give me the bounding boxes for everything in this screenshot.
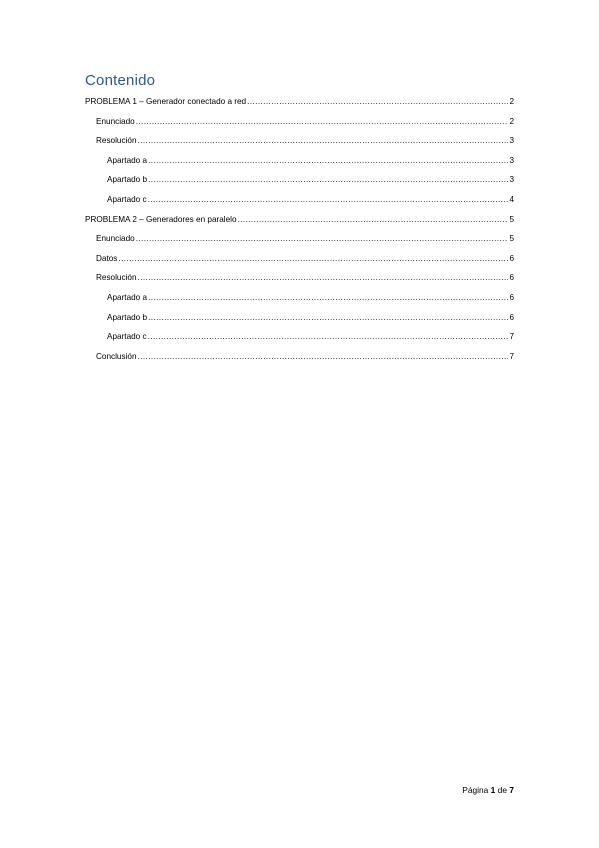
toc-entry-label[interactable]: Conclusión <box>96 351 137 361</box>
toc-dot-leader <box>148 151 508 171</box>
toc-entry[interactable] <box>85 92 514 112</box>
toc-entry-label[interactable]: Resolución <box>96 273 137 283</box>
toc-entry[interactable] <box>85 288 514 308</box>
toc-dot-leader <box>247 92 508 112</box>
toc-entry-page-number[interactable]: 4 <box>509 194 514 204</box>
page-footer <box>462 785 514 795</box>
toc-entry-page-number[interactable]: 6 <box>509 253 514 263</box>
toc-entry-page-number[interactable]: 6 <box>509 312 514 322</box>
table-of-contents <box>85 92 514 366</box>
toc-entry-page-number[interactable]: 7 <box>509 332 514 342</box>
toc-entry-page-number[interactable]: 2 <box>509 116 514 126</box>
toc-dot-leader <box>148 308 508 328</box>
toc-dot-leader <box>138 131 509 151</box>
toc-entry-page-number[interactable]: 3 <box>509 136 514 146</box>
toc-dot-leader <box>118 249 508 269</box>
toc-dot-leader <box>148 327 509 347</box>
footer-prefix: Página <box>462 785 489 795</box>
toc-entry-page-number[interactable]: 3 <box>509 155 514 165</box>
toc-dot-leader <box>148 288 508 308</box>
toc-entry-label[interactable]: PROBLEMA 1 – Generador conectado a red <box>85 97 247 106</box>
toc-dot-leader <box>138 347 509 367</box>
toc-entry[interactable] <box>85 112 514 132</box>
toc-dot-leader <box>238 210 509 230</box>
toc-entry-page-number[interactable]: 2 <box>509 97 514 106</box>
toc-entry-page-number[interactable]: 5 <box>509 214 514 224</box>
toc-entry[interactable] <box>85 170 514 190</box>
toc-dot-leader <box>148 170 508 190</box>
toc-entry[interactable] <box>85 327 514 347</box>
toc-entry-page-number[interactable]: 5 <box>509 234 514 244</box>
toc-entry[interactable] <box>85 268 514 288</box>
footer-total-pages: 7 <box>509 785 514 795</box>
toc-entry[interactable] <box>85 210 514 230</box>
toc-title: Contenido <box>85 72 156 89</box>
toc-entry-label[interactable]: Apartado b <box>107 175 148 185</box>
toc-entry[interactable] <box>85 308 514 328</box>
toc-entry-label[interactable]: Apartado c <box>107 194 147 204</box>
toc-dot-leader <box>148 190 509 210</box>
toc-entry-label[interactable]: Apartado a <box>107 292 148 302</box>
toc-entry-label[interactable]: PROBLEMA 2 – Generadores en paralelo <box>85 214 237 224</box>
toc-entry[interactable] <box>85 347 514 367</box>
toc-entry-label[interactable]: Apartado b <box>107 312 148 322</box>
toc-entry[interactable] <box>85 151 514 171</box>
toc-entry-label[interactable]: Apartado c <box>107 332 147 342</box>
toc-entry-label[interactable]: Enunciado <box>96 234 135 244</box>
footer-current-page: 1 <box>490 785 496 795</box>
toc-entry[interactable] <box>85 229 514 249</box>
toc-entry-page-number[interactable]: 6 <box>509 273 514 283</box>
toc-entry-page-number[interactable]: 6 <box>509 292 514 302</box>
toc-entry-label[interactable]: Resolución <box>96 136 137 146</box>
toc-entry-page-number[interactable]: 7 <box>509 351 514 361</box>
toc-entry[interactable] <box>85 190 514 210</box>
toc-entry-page-number[interactable]: 3 <box>509 175 514 185</box>
toc-entry-label[interactable]: Enunciado <box>96 116 135 126</box>
toc-dot-leader <box>136 229 509 249</box>
toc-entry-label[interactable]: Apartado a <box>107 155 148 165</box>
toc-entry[interactable] <box>85 131 514 151</box>
toc-dot-leader <box>136 112 509 132</box>
toc-entry-label[interactable]: Datos <box>96 253 118 263</box>
toc-dot-leader <box>138 268 509 288</box>
footer-separator: de <box>497 785 507 795</box>
toc-entry[interactable] <box>85 249 514 269</box>
